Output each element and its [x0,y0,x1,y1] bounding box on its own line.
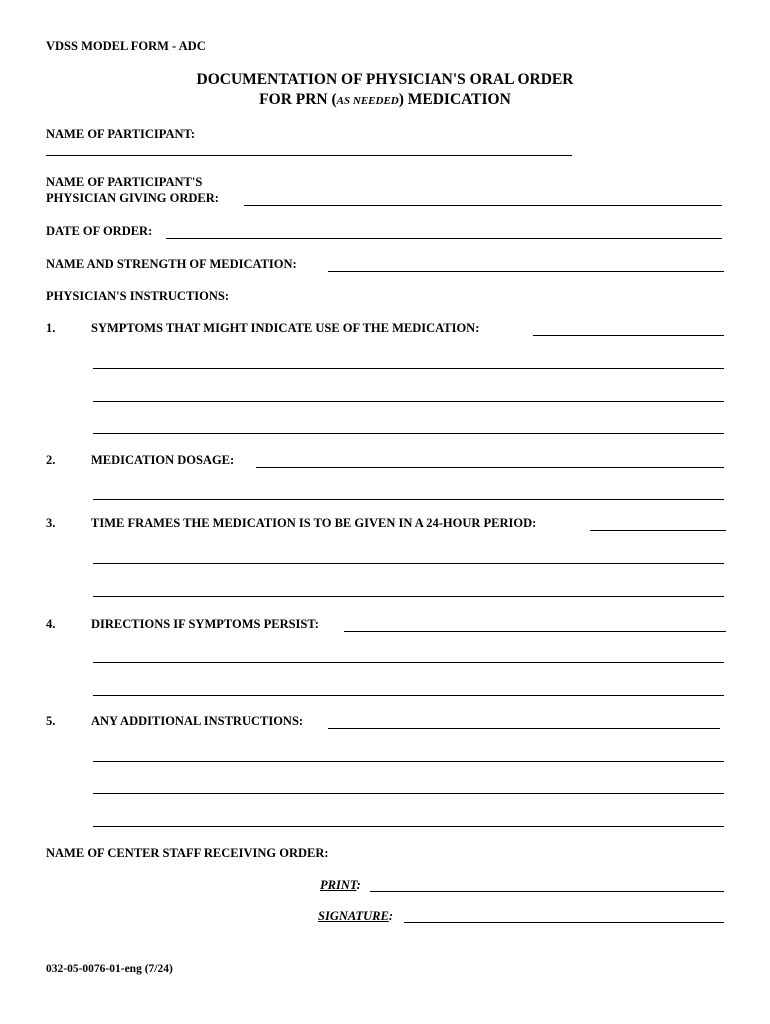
item-3-field-line[interactable] [590,530,726,531]
date-label: DATE OF ORDER: [46,224,153,238]
item-1-extra-line[interactable] [93,368,724,369]
participant-label: NAME OF PARTICIPANT: [46,127,196,141]
item-5-label: ANY ADDITIONAL INSTRUCTIONS: [91,714,304,728]
item-1-extra-line[interactable] [93,433,724,434]
item-4-label: DIRECTIONS IF SYMPTOMS PERSIST: [91,617,319,631]
item-1-label: SYMPTOMS THAT MIGHT INDICATE USE OF THE MEDICATION: [91,321,480,335]
date-field-line[interactable] [166,238,722,239]
item-3-number: 3. [46,516,56,530]
medication-label: NAME AND STRENGTH OF MEDICATION: [46,257,297,271]
print-label: PRINT: [320,878,361,892]
item-5-extra-line[interactable] [93,761,724,762]
item-4-number: 4. [46,617,56,631]
form-name: VDSS MODEL FORM - ADC [46,39,206,53]
staff-heading: NAME OF CENTER STAFF RECEIVING ORDER: [46,846,329,860]
item-4-field-line[interactable] [344,631,726,632]
form-title-line1: DOCUMENTATION OF PHYSICIAN'S ORAL ORDER [196,71,574,88]
signature-field-line[interactable] [404,922,724,923]
item-4-extra-line[interactable] [93,662,724,663]
item-1-extra-line[interactable] [93,401,724,402]
item-2-label: MEDICATION DOSAGE: [91,453,235,467]
item-2-number: 2. [46,453,56,467]
physician-field-line[interactable] [244,205,722,206]
medication-field-line[interactable] [328,271,724,272]
item-1-number: 1. [46,321,56,335]
form-title-line2: FOR PRN (AS NEEDED) MEDICATION [259,91,511,108]
instructions-heading: PHYSICIAN'S INSTRUCTIONS: [46,289,230,303]
item-3-label: TIME FRAMES THE MEDICATION IS TO BE GIVEN IN A 24-HOUR PERIOD: [91,516,537,530]
physician-label-line2: PHYSICIAN GIVING ORDER: [46,191,219,205]
item-5-number: 5. [46,714,56,728]
physician-label-line1: NAME OF PARTICIPANT'S [46,175,203,189]
item-1-field-line[interactable] [533,335,724,336]
item-5-field-line[interactable] [328,728,720,729]
item-3-extra-line[interactable] [93,563,724,564]
print-field-line[interactable] [370,891,724,892]
item-2-field-line[interactable] [256,467,724,468]
item-5-extra-line[interactable] [93,793,724,794]
signature-label: SIGNATURE: [318,909,394,923]
item-2-extra-line[interactable] [93,499,724,500]
item-3-extra-line[interactable] [93,596,724,597]
item-5-extra-line[interactable] [93,826,724,827]
participant-field-line[interactable] [46,155,572,156]
form-number: 032-05-0076-01-eng (7/24) [46,963,173,975]
item-4-extra-line[interactable] [93,695,724,696]
